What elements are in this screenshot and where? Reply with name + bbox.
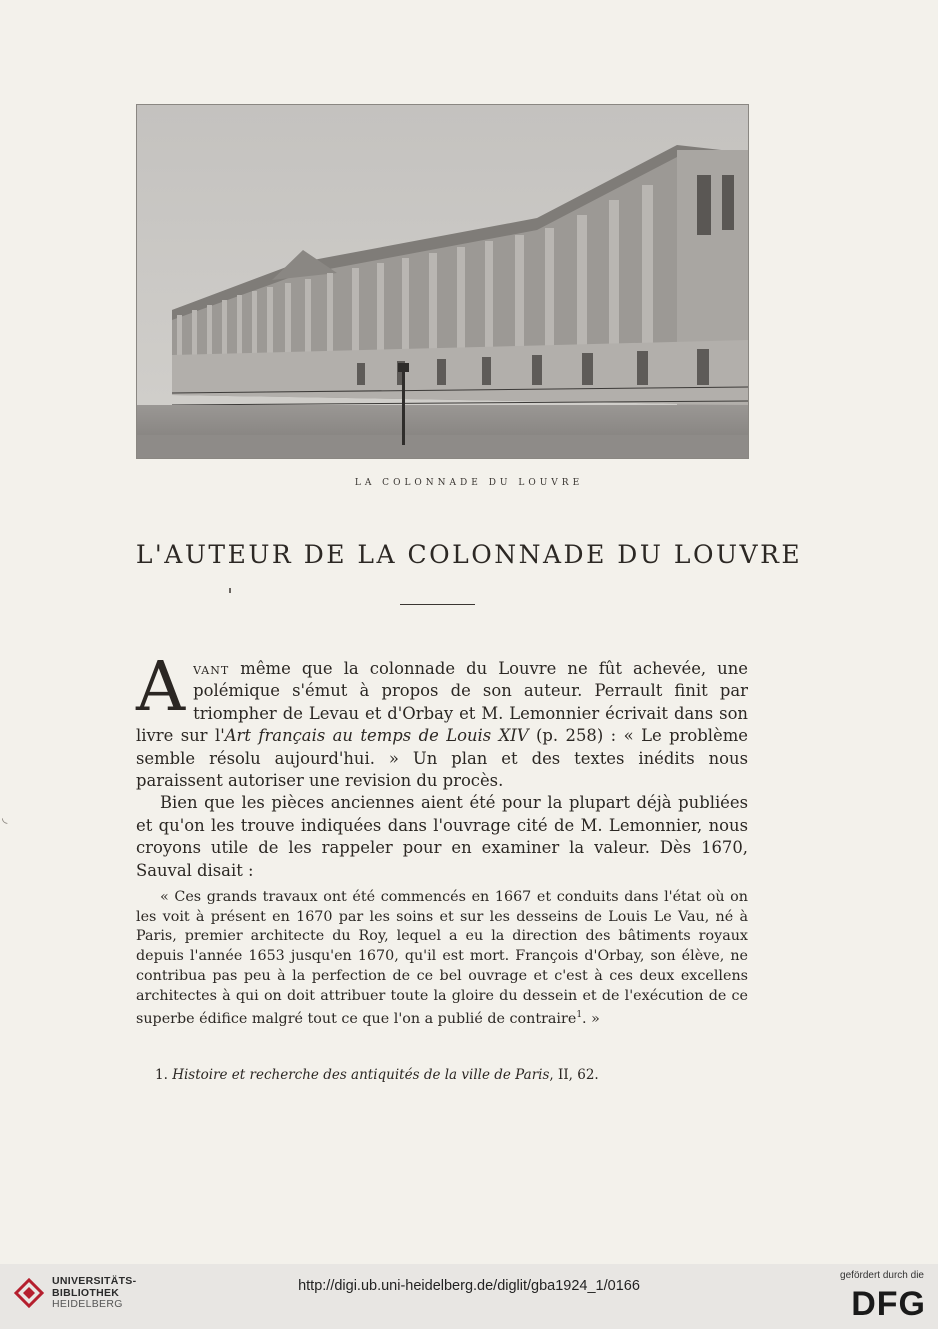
sauval-quotation (136, 888, 748, 1030)
library-line-1: UNIVERSITÄTS- (52, 1275, 137, 1287)
footnote-source-title: Histoire et recherche des antiquités de la ville de Paris (172, 1067, 550, 1083)
library-line-3: HEIDELBERG (52, 1298, 123, 1310)
article-title: L'AUTEUR DE LA COLONNADE DU LOUVRE (135, 540, 803, 569)
louvre-colonnade-photo (136, 104, 749, 459)
paragraph-1-text-a: même que la colonnade du Louvre ne fût achevée, une polémique s'émut à propos de son auteur. Perrault finit par triompher de Levau et d'Orbay et M. Lemonnier écrivait dans son livre sur l' (136, 659, 748, 746)
drop-cap: A (136, 648, 186, 727)
footnote-number: 1. (155, 1067, 168, 1083)
quotation-text (136, 888, 748, 1030)
permalink-url[interactable]: http://digi.ub.uni-heidelberg.de/diglit/gba1924_1/0166 (298, 1278, 640, 1294)
book-title: Art français au temps de Louis XIV (224, 726, 529, 746)
paragraph-1-smallcaps: vant (193, 659, 230, 678)
footnote-reference: 1 (576, 1010, 583, 1021)
paragraph-1-text-b: (p. 258) : « Le problème semble résolu aujourd'hui. » Un plan et des textes inédits nous paraissent autoriser une revision du procès. (136, 726, 748, 791)
article-body (136, 648, 748, 882)
sponsor-label: gefördert durch die (840, 1270, 924, 1281)
margin-mark: ◟ (2, 810, 8, 826)
dfg-logo[interactable]: DFG (851, 1285, 926, 1323)
paragraph-2: Bien que les pièces anciennes aient été pour la plupart déjà publiées et qu'on les trouve indiquées dans l'ouvrage cité de M. Lemonnier, nous croyons utile de les rappeler pour en examiner la valeur. Dès 1670, Sauval disait : (136, 793, 748, 880)
viewer-footer (0, 1264, 938, 1329)
title-divider (400, 604, 475, 605)
figure-caption: LA COLONNADE DU LOUVRE (354, 478, 584, 488)
footnote (155, 1066, 755, 1084)
footnote-source-ref: , II, 62. (549, 1067, 599, 1083)
paragraph-1 (136, 648, 748, 792)
print-speck (229, 588, 231, 593)
library-line-2: BIBLIOTHEK (52, 1286, 120, 1299)
quotation-body: « Ces grands travaux ont été commencés en 1667 et conduits dans l'état où on les voit à présent en 1670 par les soins et sur les desseins de Louis Le Vau, né à Paris, premier architecte du Roy, lequel a eu la direction des bâtiments royaux depuis l'année 1653 jusqu'en 1670, qu'il est mort. François d'Orbay, son élève, ne contribua pas peu à la perfection de ce bel ouvrage et c'est à ces deux excellens architectes à qui on doit attribuer toute la gloire du dessein et de l'exécution de ce superbe édifice malgré tout ce que l'on a publié de contraire (136, 889, 748, 1027)
quotation-end: . » (582, 1010, 600, 1027)
